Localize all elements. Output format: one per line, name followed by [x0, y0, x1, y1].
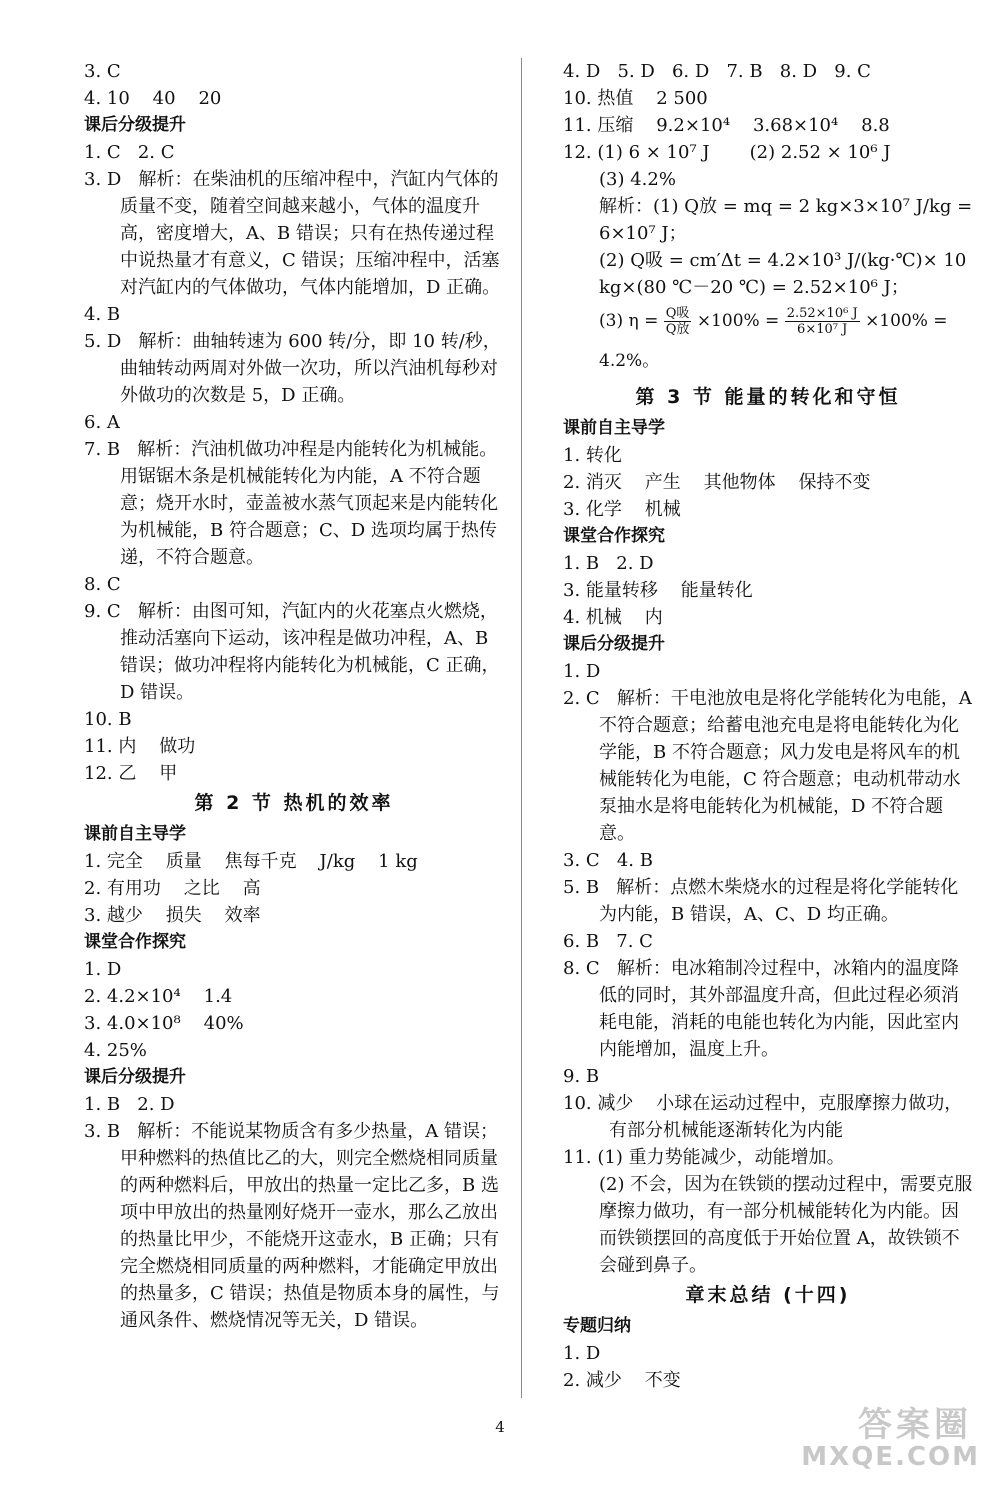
answer-item: (2) 不会，因为在铁锁的摆动过程中，需要克服摩擦力做功，有一部分机械能转化为内能。因而铁锁摆回的高度低于开始位置 A，故铁锁不会碰到鼻子。: [599, 1174, 973, 1276]
answer-item: 10. B: [84, 709, 132, 730]
answer-item: 3. C 4. B: [563, 850, 653, 871]
answer-item: 8. C: [84, 574, 121, 595]
section-title: 第 2 节 热机的效率: [194, 792, 394, 814]
answer-item: 2. 有用功 之比 高: [84, 878, 261, 899]
fraction-numerator: Q吸: [665, 306, 690, 321]
answer-item: 11. 内 做功: [84, 736, 196, 757]
answer-item: 2. 4.2×10⁴ 1.4: [84, 986, 233, 1007]
answer-item: 2. 减少 不变: [563, 1370, 681, 1391]
answer-item: 5. B 解析：点燃木柴烧水的过程是将化学能转化为内能，B 错误，A、C、D 均正确。: [563, 877, 959, 925]
answer-item: 2. C 解析：干电池放电是将化学能转化为电能，A 不符合题意；给蓄电池充电是将电能转化为化学能，B 不符合题意；风力发电是将风车的机械能转化为电能，C 符合题意；电动机带动水泵抽水是将电能转化为机械能，D 不符合题意。: [563, 688, 978, 844]
answer-item: 9. C 解析：由图可知，汽缸内的火花塞点火燃烧，推动活塞向下运动，该冲程是做功冲程，A、B 错误；做功冲程将内能转化为机械能，C 正确，D 错误。: [84, 601, 500, 703]
answer-item: 3. C: [84, 61, 121, 82]
answer-item: 3. 能量转移 能量转化: [563, 580, 753, 601]
answer-item: 3. B 解析：不能说某物质含有多少热量，A 错误；甲种燃料的热值比乙的大，则完全燃烧相同质量的两种燃料后，甲放出的热量一定比乙多，B 选项中甲放出的热量刚好烧开一壶水，那么乙放出的热量比甲少，不能烧开这壶水，B 正确；只有完全燃烧相同质量的两种燃料，才能确定甲放出的热量多，C 错误；热值是物质本身的属性，与通风条件、燃烧情况等无关，D 错误。: [84, 1121, 500, 1331]
efficiency-formula: [563, 301, 973, 381]
answer-item: 3. 4.0×10⁸ 40%: [84, 1013, 244, 1034]
solution-line: 解析：(1) Q放 = mq = 2 kg×3×10⁷ J/kg = 6×10⁷ J；: [599, 196, 978, 244]
subsection-heading: 课堂合作探究: [563, 526, 665, 546]
answer-item: 1. B 2. D: [563, 553, 654, 574]
fraction-values: [785, 306, 860, 337]
formula-result: ×100% = 4.2%。: [599, 311, 948, 371]
answer-item: 3. 越少 损失 效率: [84, 905, 261, 926]
answer-item: 6. B 7. C: [563, 931, 653, 952]
answer-item: 11. 压缩 9.2×10⁴ 3.68×10⁴ 8.8: [563, 115, 890, 136]
answer-item: 1. 完全 质量 焦每千克 J/kg 1 kg: [84, 851, 418, 872]
fraction-denominator: 6×10⁷ J: [797, 322, 848, 337]
fraction-heat-ratio: [664, 306, 692, 337]
answer-item: 2. 消灭 产生 其他物体 保持不变: [563, 472, 871, 493]
fraction-numerator: 2.52×10⁶ J: [786, 306, 858, 321]
subsection-heading: 课堂合作探究: [84, 932, 186, 952]
page-number: 4: [495, 1418, 505, 1436]
answer-item: 4. 机械 内: [563, 607, 663, 628]
answer-item: 8. C 解析：电冰箱制冷过程中，冰箱内的温度降低的同时，其外部温度升高，但此过程必须消耗电能，消耗的电能也转化为内能，因此室内内能增加，温度上升。: [563, 958, 959, 1060]
answer-item: 12. (1) 6 × 10⁷ J (2) 2.52 × 10⁶ J: [563, 142, 891, 163]
formula-middle: ×100% =: [696, 311, 780, 331]
answer-item: 10. 热值 2 500: [563, 88, 708, 109]
answer-item: 1. B 2. D: [84, 1094, 175, 1115]
answer-item: 10. 减少 小球在运动过程中，克服摩擦力做功，有部分机械能逐渐转化为内能: [563, 1093, 963, 1141]
answer-item: 3. D 解析：在柴油机的压缩冲程中，汽缸内气体的质量不变，随着空间越来越小，气体的温度升高，密度增大，A、B 错误；只有在热传递过程中说热量才有意义，C 错误；压缩冲程中，活塞对汽缸内的气体做功，气体内能增加，D 正确。: [84, 169, 501, 298]
answer-item: 11. (1) 重力势能减少，动能增加。: [563, 1147, 845, 1168]
answer-item: (3) 4.2%: [599, 169, 676, 190]
answer-item: 1. 转化: [563, 445, 622, 466]
subsection-heading: 课后分级提升: [563, 634, 665, 654]
watermark-logo: 答案圈: [858, 1405, 972, 1445]
answer-item: 5. D 解析：曲轴转速为 600 转/分，即 10 转/秒，曲轴转动两周对外做一次功，所以汽油机每秒对外做功的次数是 5，D 正确。: [84, 331, 501, 406]
column-divider: [521, 58, 522, 1398]
answer-item: 7. B 解析：汽油机做功冲程是内能转化为机械能。用锯锯木条是机械能转化为内能，A 不符合题意；烧开水时，壶盖被水蒸气顶起来是内能转化为机械能，B 符合题意；C、D 选项均属于热传递，不符合题意。: [84, 439, 498, 568]
subsection-heading: 课前自主导学: [84, 824, 186, 844]
answer-item: 4. 10 40 20: [84, 88, 222, 109]
section-title: 章末总结 (十四): [685, 1284, 851, 1306]
answer-item: 6. A: [84, 412, 120, 433]
solution-line: (2) Q吸 = cm′Δt = 4.2×10³ J/(kg·℃)× 10 kg×(80 ℃－20 ℃) = 2.52×10⁶ J；: [599, 250, 973, 298]
left-column: [84, 58, 504, 1334]
fraction-denominator: Q放: [665, 322, 690, 337]
subsection-heading: 课后分级提升: [84, 1067, 186, 1087]
watermark-url: MXQE.COM: [801, 1442, 980, 1472]
right-column: [563, 58, 978, 1394]
formula-prefix: (3) η =: [599, 311, 659, 331]
subsection-heading: 课前自主导学: [563, 418, 665, 438]
answer-item: 12. 乙 甲: [84, 763, 178, 784]
answer-item: 1. D: [84, 959, 122, 980]
subsection-heading: 专题归纳: [563, 1316, 631, 1336]
subsection-heading: 课后分级提升: [84, 115, 186, 135]
answer-item: 4. 25%: [84, 1040, 147, 1061]
answer-item: 1. D: [563, 661, 601, 682]
section-title: 第 3 节 能量的转化和守恒: [635, 386, 901, 408]
answer-item: 9. B: [563, 1066, 600, 1087]
answer-item: 4. B: [84, 304, 121, 325]
answer-item: 3. 化学 机械: [563, 499, 681, 520]
answer-item: 1. C 2. C: [84, 142, 175, 163]
answer-item: 4. D 5. D 6. D 7. B 8. D 9. C: [563, 61, 871, 82]
answer-item: 1. D: [563, 1343, 601, 1364]
